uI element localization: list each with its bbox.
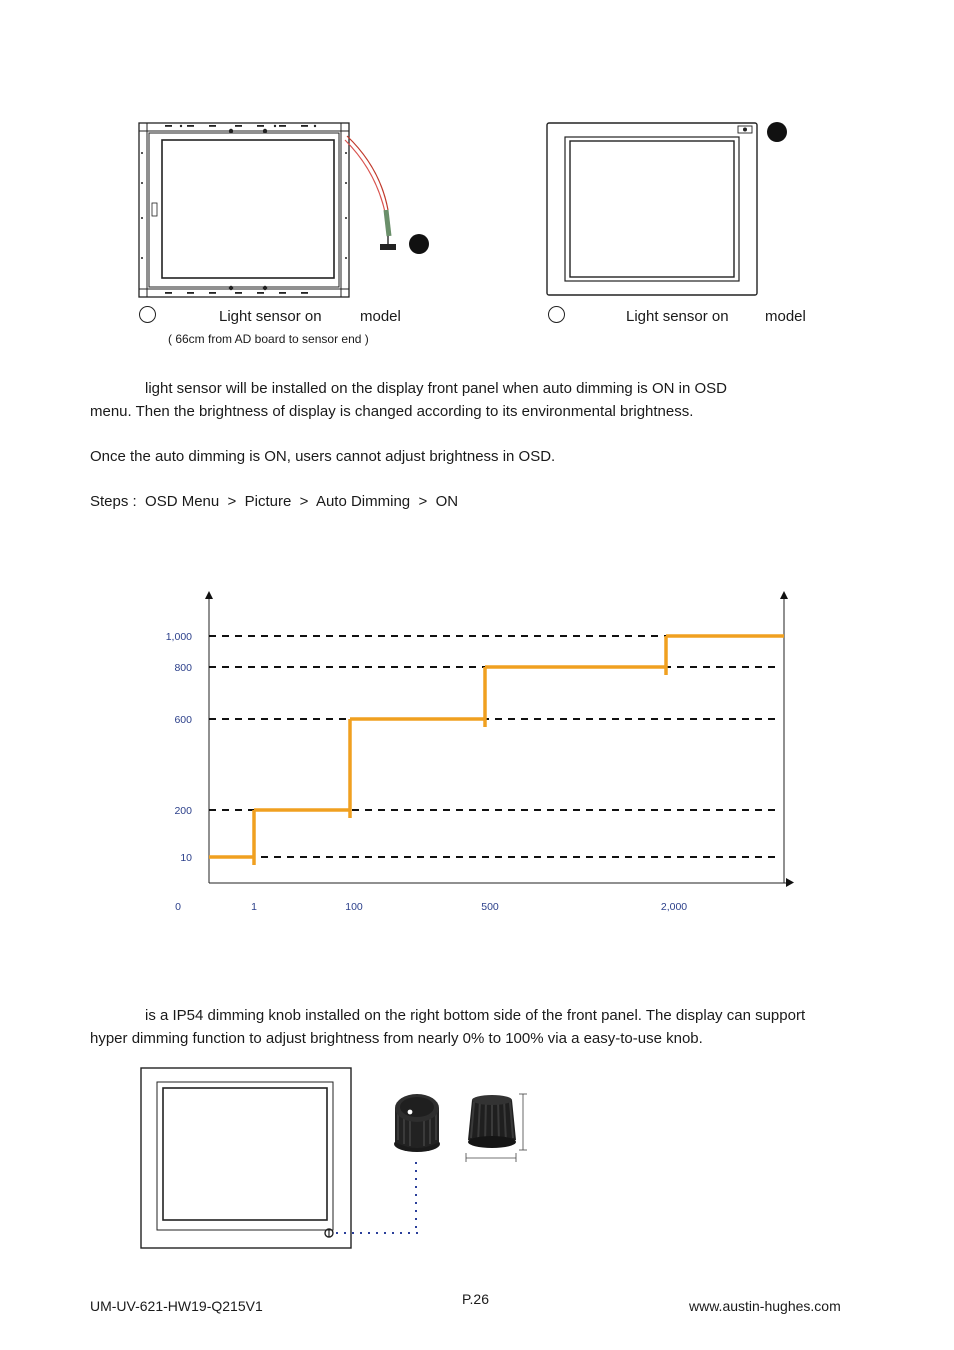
y-tick-label-2: 600 (174, 714, 192, 726)
caption-open-frame-model: model (360, 308, 401, 325)
callout-circle-panel-mount (548, 306, 565, 323)
x-tick-label-4: 2,000 (660, 901, 688, 913)
caption-panel-mount-model: model (765, 308, 806, 325)
sensor-marker-panel-mount (767, 122, 787, 142)
knob-side-view (462, 1092, 532, 1164)
osd-steps: Steps : OSD Menu > Picture > Auto Dimming > ON (90, 493, 459, 510)
y-tick-label-1: 200 (174, 805, 192, 817)
knob-panel-drawing (138, 1066, 428, 1252)
x-tick-label-0: 0 (175, 901, 181, 913)
knob-top-view (388, 1090, 446, 1154)
knob-para-line1: is a IP54 dimming knob installed on the right bottom side of the front panel. The display can support (145, 1007, 806, 1024)
y-axis-arrow (205, 591, 213, 599)
knob-para-line2: hyper dimming function to adjust brightness from nearly 0% to 100% via a easy-to-use knob. (90, 1030, 703, 1047)
open-frame-drawing (135, 118, 440, 303)
auto-dimming-para2: Once the auto dimming is ON, users cannot adjust brightness in OSD. (90, 448, 556, 465)
sensor-marker-open-frame (409, 234, 429, 254)
footer-doc-code: UM-UV-621-HW19-Q215V1 (90, 1298, 263, 1314)
dotted-leader-vertical (410, 1160, 422, 1240)
x-axis-arrow (786, 878, 794, 887)
auto-dimming-para1-line1: light sensor will be installed on the display front panel when auto dimming is ON in OSD (145, 380, 727, 397)
x-tick-label-3: 500 (481, 901, 499, 913)
x-tick-label-1: 1 (251, 901, 257, 913)
auto-dimming-para1-line2: menu. Then the brightness of display is changed according to its environmental brightness. (90, 403, 694, 420)
footer-page-number: P.26 (462, 1291, 489, 1307)
auto-dimming-chart (150, 585, 810, 920)
caption-panel-mount-label: Light sensor on (626, 308, 729, 325)
callout-circle-open-frame (139, 306, 156, 323)
panel-mount-drawing (545, 120, 760, 298)
x-tick-label-2: 100 (345, 901, 363, 913)
y-tick-label-3: 800 (174, 662, 192, 674)
right-axis-arrow (780, 591, 788, 599)
cable-length-note: ( 66cm from AD board to sensor end ) (168, 332, 369, 346)
caption-open-frame-label: Light sensor on (219, 308, 322, 325)
footer-website[interactable]: www.austin-hughes.com (689, 1298, 841, 1314)
y-tick-label-0: 10 (180, 852, 192, 864)
y-tick-label-4: 1,000 (165, 631, 192, 643)
